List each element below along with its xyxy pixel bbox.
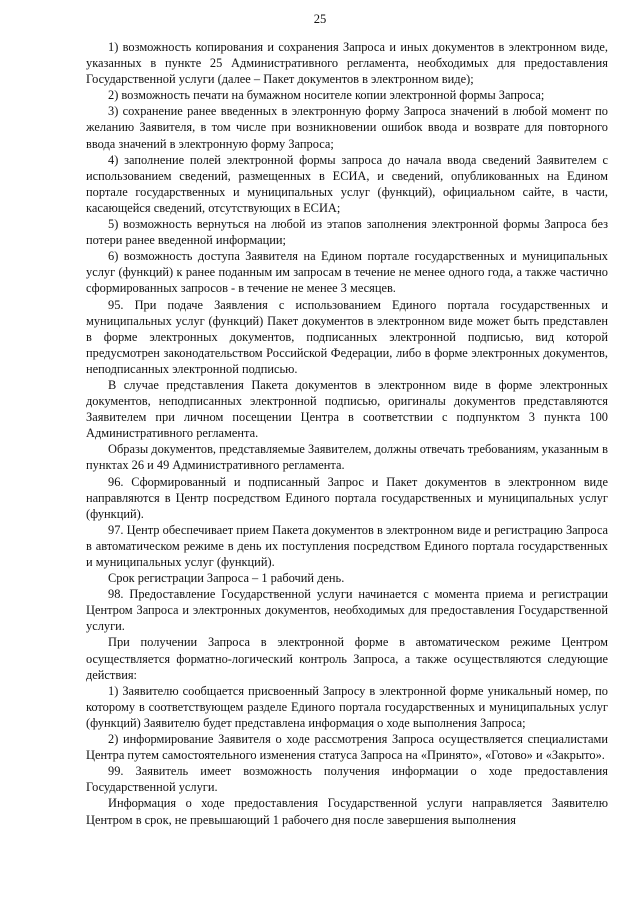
paragraph: 4) заполнение полей электронной формы запроса до начала ввода сведений Заявителем с использованием сведений, размещенных в ЕСИА, и сведений, опубликованных на Едином портале государственных и муниципальных услуг (функций), официальном сайте, в части, касающейся сведений, отсутствующих в ЕСИА; [86, 152, 608, 215]
paragraph: В случае представления Пакета документов в электронном виде в форме электронных документов, неподписанных электронной подписью, оригиналы документов представляются Заявителем при личном посещении Центра в соответствии с подпунктом 3 пункта 100 Административного регламента. [86, 377, 608, 441]
paragraph: 3) сохранение ранее введенных в электронную форму Запроса значений в любой момент по желанию Заявителя, в том числе при возникновении ошибок ввода и возврате для повторного ввода значений в электронную форму Запроса; [86, 104, 608, 151]
paragraph: Информация о ходе предоставления Государственной услуги направляется Заявителю Центром в срок, не превышающий 1 рабочего дня после завершения выполнения [86, 796, 608, 827]
paragraph: 98. Предоставление Государственной услуги начинается с момента приема и регистрации Центром Запроса и электронных документов, необходимых для предоставления Государственной услуги. [86, 587, 608, 634]
paragraph: 96. Сформированный и подписанный Запрос и Пакет документов в электронном виде направляются в Центр посредством Единого портала государственных и муниципальных услуг (функций). [86, 474, 608, 521]
paragraph: 95. При подаче Заявления с использованием Единого портала государственных и муниципальных услуг (функций) Пакет документов в электронном виде может быть представлен в форме электронных документов, подписанных электронной подписью, вид которой предусмотрен законодательством Российской Федерации, либо в форме электронных документов, неподписанных электронной подписью. [86, 297, 608, 376]
paragraph: 1) Заявителю сообщается присвоенный Запросу в электронной форме уникальный номер, по которому в соответствующем разделе Единого портала государственных и муниципальных услуг (функций) Заявителю будет представлена информация о ходе выполнения Запроса; [86, 683, 608, 730]
document-body [86, 39, 608, 828]
paragraph: 5) возможность вернуться на любой из этапов заполнения электронной формы Запроса без потери ранее введенной информации; [86, 217, 608, 248]
paragraph: При получении Запроса в электронной форме в автоматическом режиме Центром осуществляется форматно-логический контроль Запроса, а также осуществляются следующие действия: [86, 635, 608, 682]
paragraph: 99. Заявитель имеет возможность получения информации о ходе предоставления Государственной услуги. [86, 764, 608, 795]
paragraph: 2) возможность печати на бумажном носителе копии электронной формы Запроса; [108, 88, 545, 103]
page-number: 25 [313, 12, 327, 26]
paragraph: 6) возможность доступа Заявителя на Едином портале государственных и муниципальных услуг (функций) к ранее поданным им запросам в течение не менее одного года, а также частично сформированных запросов - в течение не менее 3 месяцев. [86, 249, 608, 296]
paragraph: 97. Центр обеспечивает прием Пакета документов в электронном виде и регистрацию Запроса в автоматическом режиме в день их поступления посредством Единого портала государственных и муниципальных услуг (функций). [86, 522, 608, 569]
paragraph: Образы документов, представляемые Заявителем, должны отвечать требованиям, указанным в пунктах 26 и 49 Административного регламента. [86, 442, 608, 473]
paragraph: Срок регистрации Запроса – 1 рабочий день. [108, 571, 345, 586]
paragraph: 1) возможность копирования и сохранения Запроса и иных документов в электронном виде, указанных в пункте 25 Административного регламента, необходимых для предоставления Государственной услуги (далее – Пакет документов в электронном виде); [86, 40, 608, 87]
paragraph: 2) информирование Заявителя о ходе рассмотрения Запроса осуществляется специалистами Центра путем самостоятельного изменения статуса Запроса на «Принято», «Готово» и «Закрыто». [86, 732, 608, 763]
